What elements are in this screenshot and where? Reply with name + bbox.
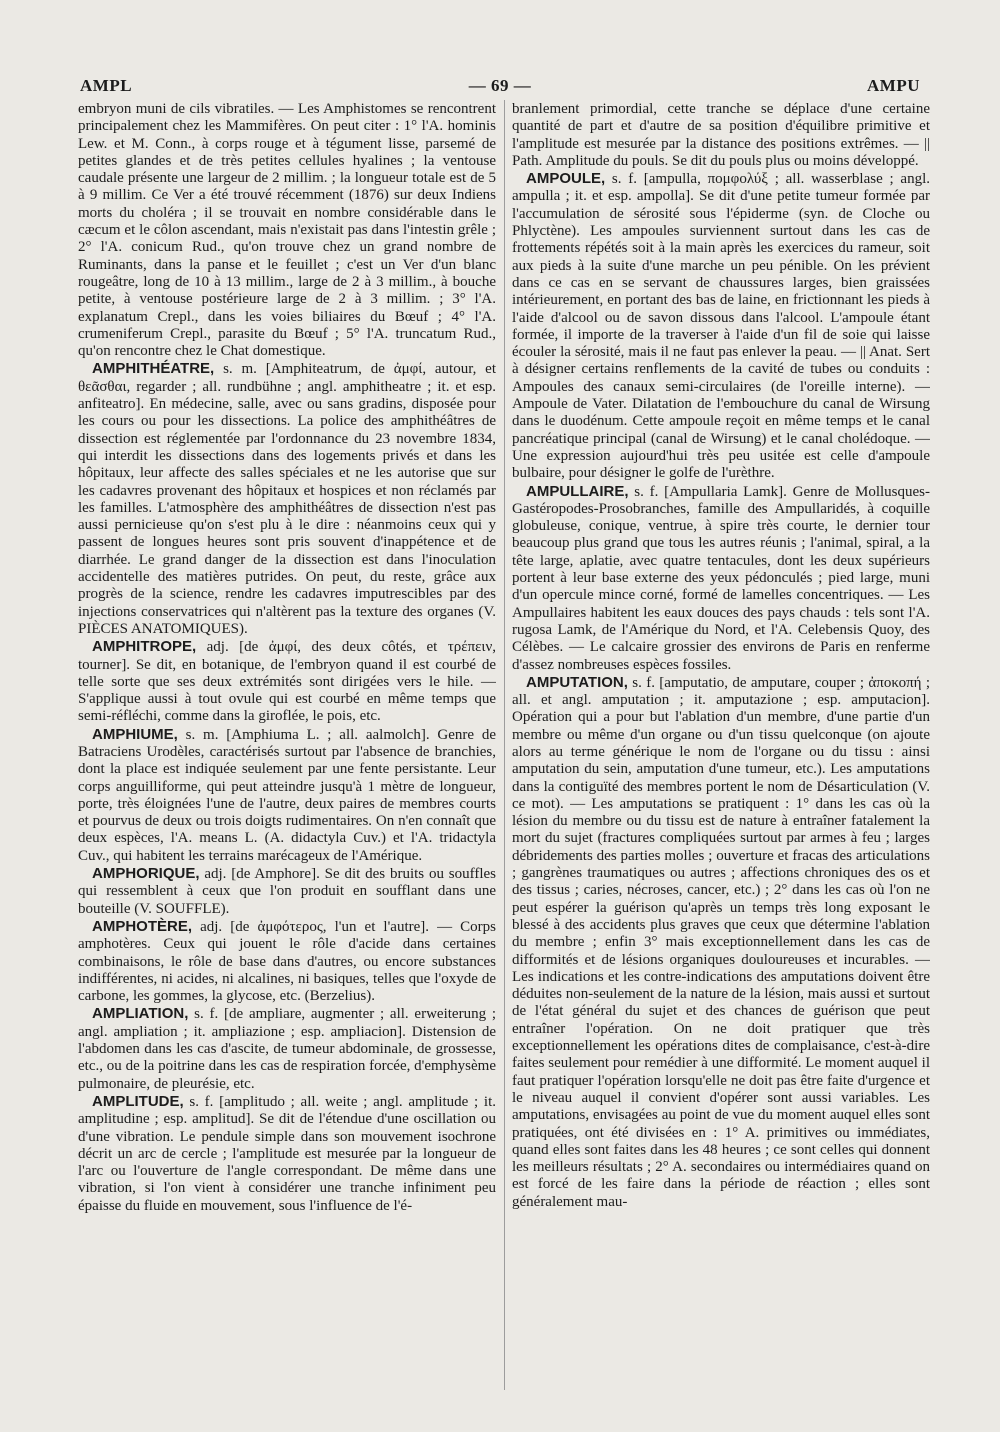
entry-headword: AMPHIUME, <box>92 725 178 743</box>
entry <box>78 726 496 865</box>
entry <box>78 865 496 918</box>
entry-text: adj. [de ἀμφότερος, l'un et l'autre]. — Corps amphotères. Ceux qui jouent le rôle d'acide dans certaines combinaisons, le rôle de base dans d'autres, ou encore substances indifférentes, ni acides, ni alcalines, ni basiques, telles que l'oxyde de carbone, les gommes, la glycose, etc. (Berzelius). <box>78 918 496 1005</box>
running-header <box>80 76 920 100</box>
header-left-guideword: AMPL <box>80 76 133 95</box>
entry-text: adj. [de ἀμφί, des deux côtés, et τρέπειν, tourner]. Se dit, en botanique, de l'embryon quand il est courbé de telle sorte que ses deux extrémités sont dirigées vers le hile. — S'applique aussi à tout ovule qui est courbé en même temps que semi-réfléchi, comme dans la giroflée, le pois, etc. <box>78 639 496 725</box>
entry <box>78 918 496 1005</box>
entry-text: s. f. [Ampullaria Lamk]. Genre de Mollusques-Gastéropodes-Prosobranches, famille des Ampullaridés, à coquille globuleuse, conique, ventrue, à spire très courte, le dernier tour beaucoup plus grand que tous les autres réunis ; l'animal, spiral, a la tête large, aplatie, avec quatre tentacules, dont les deux supérieurs portent à leur base externe des yeux pédonculés ; pied large, muni d'un opercule mince corné, formé de lamelles concentriques. — Les Ampullaires habitent les eaux douces des pays chauds : tels sont l'A. rugosa Lamk, de l'Amérique du Nord, et l'A. Celebensis Quoy, des Célèbes. — Le calcaire grossier des environs de Paris en renferme d'assez nombreuses espèces fossiles. <box>512 483 930 673</box>
entry-text: s. f. [ampulla, πομφολύξ ; all. wasserblase ; angl. ampulla ; it. et esp. ampolla]. Se dit d'une petite tumeur formée par l'accumulation de sérosité sous l'épiderme (syn. de Cloche ou Phlyctène). Les ampoules surviennent surtout dans les cas de frottements répétés soit à la main après les exercices du rameur, soit aux pieds à la suite d'une marche un peu pénible. On les prévient dans ce cas en se servant de chaussures larges, bien graissées intérieurement, en portant des bas de laine, en frictionnant les pieds à l'aide d'alcool ou de savon dissous dans l'alcool. L'ampoule étant formée, il importe de la traverser à l'aide d'un fil de soie qui laisse écouler la sérosité, mais il ne faut pas enlever la peau. — || Anat. Sert à désigner certains renflements de la cavité de tubes ou conduits : Ampoules des canaux semi-circulaires (de l'oreille interne). — Ampoule de Vater. Dilatation de l'embouchure du canal de Wirsung dans le duodénum. Cette ampoule reçoit en même temps et le canal pancréatique principal (canal de Wirsung) et le canal cholédoque. — Une expression aujourd'hui très peu usitée est celle d'ampoule bulbaire, pour désigner le golfe de l'urèthre. <box>512 171 930 482</box>
entry <box>78 638 496 725</box>
entry <box>78 1005 496 1092</box>
entry-headword: AMPHOTÈRE, <box>92 917 193 935</box>
header-right-guideword: AMPU <box>867 76 920 95</box>
entry-headword: AMPHITROPE, <box>92 638 197 656</box>
left-column <box>78 100 496 1396</box>
entry-text: adj. [de Amphore]. Se dit des bruits ou souffles qui ressemblent à ceux que l'on produit en soufflant dans une bouteille (V. SOUFFLE). <box>78 866 496 917</box>
entry-headword: AMPHORIQUE, <box>92 865 200 883</box>
entry <box>78 360 496 638</box>
entry-text: s. m. [Amphiuma L. ; all. aalmolch]. Genre de Batraciens Urodèles, caractérisés surtout par l'absence de branchies, dont la place est indiquée seulement par une fente persistante. Leur corps anguilliforme, qui peut atteindre jusqu'à 1 mètre de longueur, porte, très éloignées l'une de l'autre, deux paires de membres courts et pourvus de deux ou trois doigts rudimentaires. On n'en connaît que deux espèces, l'A. means L. (A. didactyla Cuv.) et l'A. tridactyla Cuv., qui habitent les terrains marécageux de l'Amérique. <box>78 726 496 864</box>
entry <box>512 100 930 170</box>
column-divider <box>504 100 505 1390</box>
entry-text: s. f. [de ampliare, augmenter ; all. erweiterung ; angl. ampliation ; it. ampliazione ; esp. ampliacion]. Distension de l'abdomen dans les cas d'ascite, de tumeur abdominale, de grossesse, etc., ou de la poitrine dans les cas de respiration forcée, d'emphysème pulmonaire, de pleurésie, etc. <box>78 1006 496 1092</box>
entry-headword: AMPUTATION, <box>526 673 628 691</box>
entry <box>78 1093 496 1215</box>
entry <box>512 674 930 1211</box>
entry-text: embryon muni de cils vibratiles. — Les Amphistomes se rencontrent principalement chez les Mammifères. On peut citer : 1° l'A. hominis Lew. et M. Conn., à corps rouge et à tégument lisse, parsemé de petites glandes et de très petites cellules hyalines ; la ventouse caudale présente une largeur de 2 millim. ; la longueur totale est de 5 à 9 millim. Ce Ver a été trouvé récemment (1876) sur deux Indiens morts du choléra ; il se trouvait en nombre considérable dans le cæcum et le côlon ascendant, mais n'existait pas dans l'intestin grêle ; 2° l'A. conicum Rud., qu'on trouve chez un grand nombre de Ruminants, dans la panse et le feuillet ; c'est un Ver d'un blanc rougeâtre, long de 10 à 13 millim., large de 2 à 3 millim., à bouche petite, à ventouse postérieure large de 2 à 3 millim. ; 3° l'A. explanatum Crepl., dans les voies biliaires du Bœuf ; 4° l'A. crumeniferum Crepl., parasite du Bœuf ; 5° l'A. truncatum Rud., qu'on rencontre chez le Chat domestique. <box>78 101 496 360</box>
entry <box>512 170 930 482</box>
entry <box>78 100 496 360</box>
entry-headword: AMPULLAIRE, <box>526 482 629 500</box>
entry-headword: AMPHITHÉATRE, <box>92 360 215 378</box>
page-number: — 69 — <box>468 76 532 95</box>
entry-text: s. f. [amplitudo ; all. weite ; angl. amplitude ; it. amplitudine ; esp. amplitud]. Se dit de l'étendue d'une oscillation ou d'une vibration. Le pendule simple dans son mouvement isochrone décrit un arc de cercle ; l'amplitude est mesurée par la longueur de l'arc ou l'ouverture de l'angle correspondant. De même dans une vibration, si l'on vient à considérer une tranche infiniment peu épaisse du fluide en mouvement, sous l'influence de l'é- <box>78 1093 496 1214</box>
right-column <box>512 100 930 1396</box>
entry-text: s. m. [Amphiteatrum, de ἀμφί, autour, et θεᾶσθαι, regarder ; all. rundbühne ; angl. amphitheatre ; it. et esp. anfiteatro]. En médecine, salle, avec ou sans gradins, disposée pour les cours ou pour les dissections. La police des amphithéâtres de dissection est réglementée par l'ordonnance du 23 novembre 1834, qui interdit les dissections dans des logements privés et dans les hôpitaux, leur affecte des salles spéciales et ne les autorise que sur les cadavres provenant des hôpitaux et hospices et non réclamés par les familles. L'atmosphère des amphithéâtres de dissection n'est pas aussi pernicieuse qu'on s'est plu à le dire : néanmoins ceux qui y passent de longues heures sont pris souvent d'inappétence et de diarrhée. Le grand danger de la dissection est dans l'inoculation accidentelle des matières putrides. On peut, du reste, grâce aux progrès de la science, rendre les cadavres imputrescibles par des injections conservatrices qui n'altèrent pas la texture des organes (V. PIÈCES ANATOMIQUES). <box>78 361 496 637</box>
entry-headword: AMPLITUDE, <box>92 1092 184 1110</box>
entry <box>512 483 930 674</box>
entry-text: branlement primordial, cette tranche se déplace d'une certaine quantité de part et d'autre de sa position d'équilibre primitive et l'amplitude est mesurée par la distance des positions extrêmes. — || Path. Amplitude du pouls. Se dit du pouls plus ou moins développé. <box>512 101 930 169</box>
entry-text: s. f. [amputatio, de amputare, couper ; ἀποκοπή ; all. et angl. amputation ; it. amputazione ; esp. amputacion]. Opération qui a pour but l'ablation d'un membre, d'une partie d'un membre ou même d'un organe ou d'un tissu quelconque (on ajoute alors au terme générique le nom de l'organe ou du tissu : ainsi amputation du sein, amputation d'une tumeur, etc.). Les amputations dans la contiguïté des membres portent le nom de Désarticulation (V. ce mot). — Les amputations se pratiquent : 1° dans les cas où la lésion du membre ou du tissu est de nature à entraîner fatalement la mort du sujet (fractures compliquées surtout par armes à feu ; larges débridements des parties molles ; ouverture et fracas des articulations ; gangrènes traumatiques ou autres ; affections chroniques des os et des tissus ; caries, nécroses, cancer, etc.) ; 2° dans les cas où l'on ne peut espérer la guérison qu'après un temps très long exposant le blessé à des accidents plus graves que ceux que détermine l'ablation du membre ; enfin 3° mais exceptionnellement dans les cas de difformités et de lésions organiques douloureuses et incurables. — Les indications et les contre-indications des amputations doivent être déduites non-seulement de la nature de la lésion, mais aussi et surtout de l'état général du sujet et des chances de guérison que peut entraîner l'opération. On ne doit pratiquer que très exceptionnellement les opérations dites de complaisance, c'est-à-dire faites seulement pour remédier à une difformité. Le moment auquel il faut pratiquer l'opération lorsqu'elle ne doit pas être faite d'urgence et le niveau auquel il convient d'opérer sont aussi variables. Les amputations, envisagées au point de vue du moment auquel elles sont pratiquées, ont été divisées en : 1° A. primitives ou immédiates, quand elles sont faites dans les 48 heures ; ce sont celles qui donnent les meilleurs résultats ; 2° A. secondaires ou intermédiaires quand on est forcé de les faire dans la période de réaction ; elles sont généralement mau- <box>512 674 930 1210</box>
entry-headword: AMPOULE, <box>526 170 606 188</box>
entry-headword: AMPLIATION, <box>92 1005 189 1023</box>
